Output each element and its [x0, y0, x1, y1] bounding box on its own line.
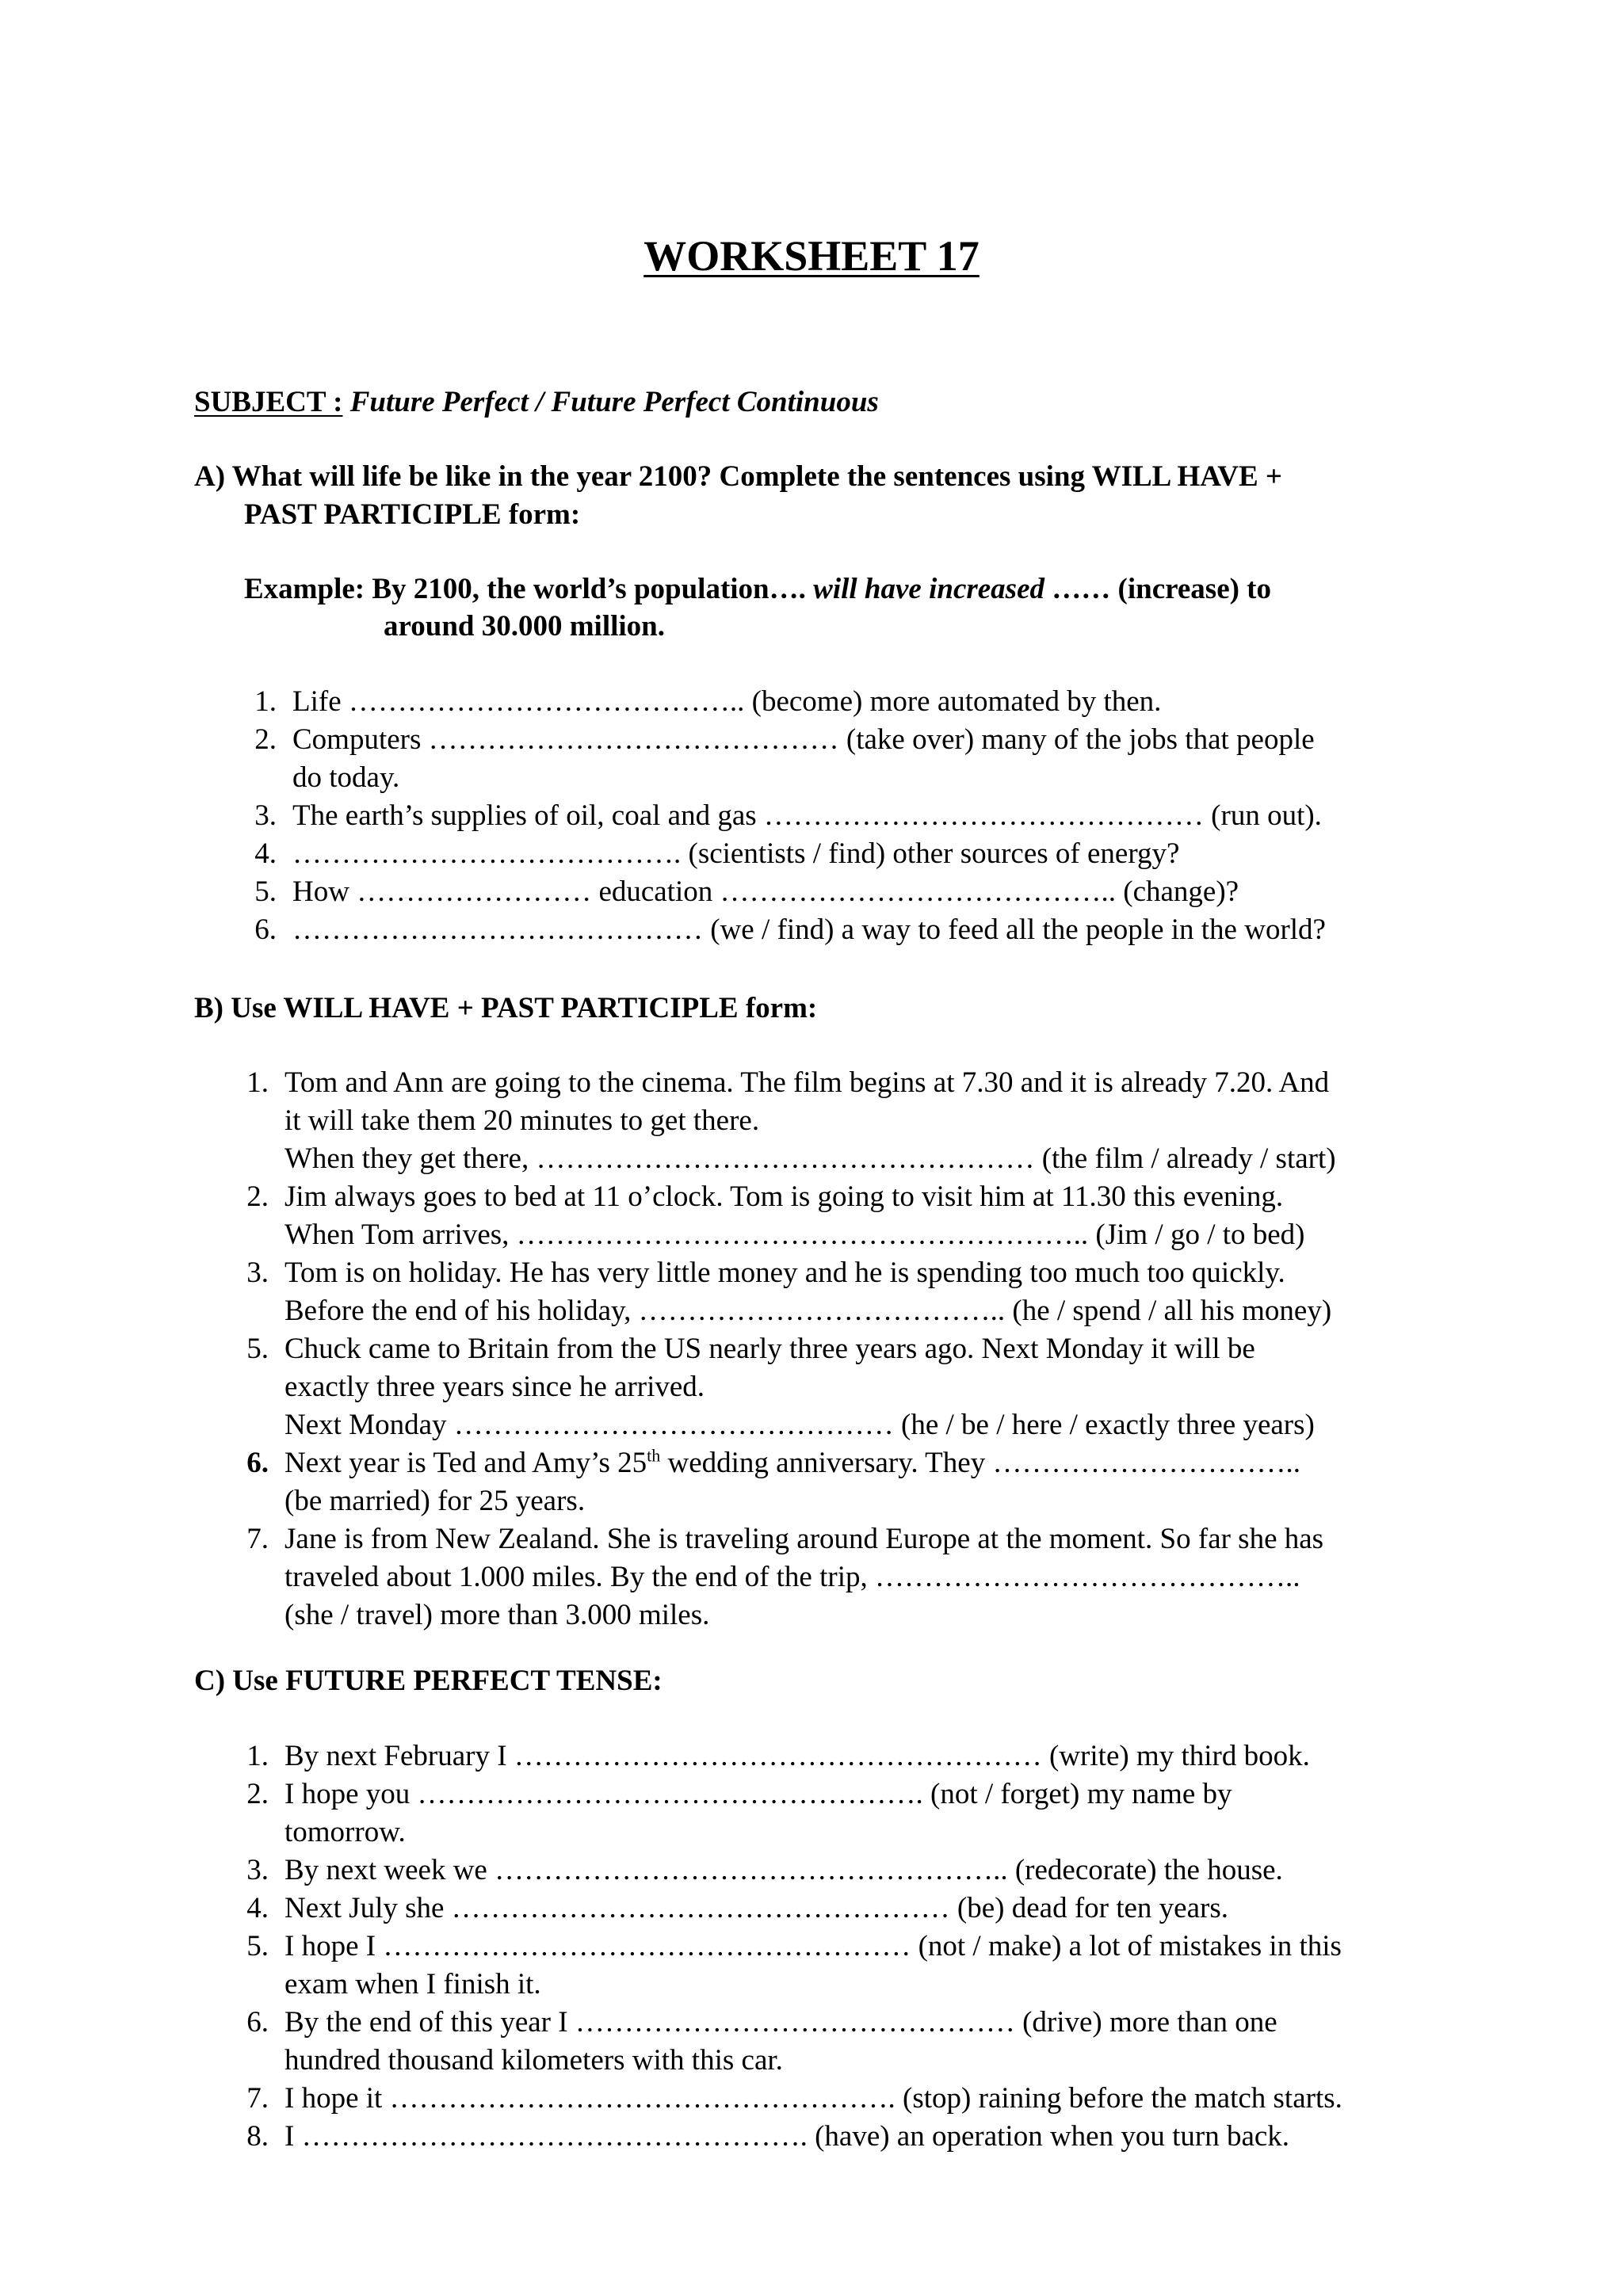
example-line-2: around 30.000 million. [384, 610, 666, 643]
section-c-item-number: 3. [246, 1854, 269, 1886]
section-a-item-line: do today. [292, 761, 400, 794]
section-b-item-line: Tom and Ann are going to the cinema. The film begins at 7.30 and it is already 7.20. And [285, 1066, 1330, 1099]
section-b-heading: B) Use WILL HAVE + PAST PARTICIPLE form: [194, 992, 818, 1024]
section-b-item-line: When Tom arrives, ………………………………………………….. (Jim / go / to bed) [285, 1219, 1305, 1251]
subject-value: Future Perfect / Future Perfect Continuous [349, 386, 879, 418]
section-c-item-number: 1. [246, 1740, 269, 1772]
section-b-item-line: Next Monday ……………………………………… (he / be / here / exactly three years) [285, 1409, 1315, 1441]
section-c-item-number: 2. [246, 1778, 269, 1810]
section-a-item-line: The earth’s supplies of oil, coal and gas ……………………………………… (run out). [292, 799, 1322, 832]
section-b-item-line: traveled about 1.000 miles. By the end of the trip, …………………………………….. [285, 1561, 1300, 1593]
section-c-item-line: tomorrow. [285, 1816, 406, 1848]
section-c-item-number: 4. [246, 1892, 269, 1924]
example-line-1: Example: By 2100, the world’s population…. will have increased …… (increase) to [244, 573, 1272, 605]
section-a-item-number: 4. [254, 837, 277, 870]
subject-line [194, 383, 879, 421]
subject-label: SUBJECT : [194, 386, 343, 418]
section-b-item-number: 1. [246, 1066, 269, 1099]
section-a-item-line: …………………………………. (scientists / find) other sources of energy? [292, 837, 1180, 870]
section-c-item-line: I hope it ……………………………………………. (stop) raining before the match starts. [285, 2082, 1342, 2115]
section-a-item-number: 2. [254, 723, 277, 756]
section-c-item-line: exam when I finish it. [285, 1968, 541, 2000]
ordinal-suffix: th [647, 1445, 661, 1466]
section-b-item-line: When they get there, …………………………………………… (the film / already / start) [285, 1142, 1336, 1175]
section-c-item-line: I ……………………………………………. (have) an operation when you turn back. [285, 2120, 1290, 2153]
section-a-item-line: …………………………………… (we / find) a way to feed all the people in the world? [292, 913, 1326, 946]
section-a-item-number: 5. [254, 875, 277, 908]
section-c-item-line: I hope you ……………………………………………. (not / forget) my name by [285, 1778, 1232, 1810]
section-b-item-line: Jane is from New Zealand. She is traveling around Europe at the moment. So far she has [285, 1523, 1324, 1555]
page-title: WORKSHEET 17 [643, 232, 980, 280]
example-answer: will have increased [813, 573, 1045, 605]
section-b-item-line: Jim always goes to bed at 11 o’clock. Tom is going to visit him at 11.30 this evening. [285, 1180, 1284, 1213]
section-c-item-line: Next July she …………………………………………… (be) dead for ten years. [285, 1892, 1228, 1924]
section-c-item-number: 5. [246, 1930, 269, 1962]
section-a-heading-2: PAST PARTICIPLE form: [244, 498, 581, 531]
section-c-item-line: By the end of this year I ……………………………………… (drive) more than one [285, 2006, 1277, 2039]
section-b-item-line: Chuck came to Britain from the US nearly three years ago. Next Monday it will be [285, 1333, 1255, 1365]
section-a-item-number: 3. [254, 799, 277, 832]
section-b-item-number: 3. [246, 1257, 269, 1289]
section-c-item-line: hundred thousand kilometers with this car. [285, 2044, 783, 2077]
section-b-item-number: 5. [246, 1333, 269, 1365]
section-b-item-line: it will take them 20 minutes to get there. [285, 1104, 760, 1137]
section-c-item-line: I hope I ……………………………………………… (not / make) a lot of mistakes in this [285, 1930, 1342, 1962]
section-c-item-line: By next February I ……………………………………………… (write) my third book. [285, 1740, 1310, 1772]
section-c-heading: C) Use FUTURE PERFECT TENSE: [194, 1665, 663, 1697]
section-b-item-number: 6. [246, 1447, 269, 1479]
section-b-item-line: exactly three years since he arrived. [285, 1371, 705, 1403]
section-c-item-number: 8. [246, 2120, 269, 2153]
section-b-item-line: (she / travel) more than 3.000 miles. [285, 1599, 710, 1631]
item-text: wedding anniversary. They ………………………….. [660, 1447, 1300, 1479]
section-a-item-line: Computers …………………………………… (take over) many of the jobs that people [292, 723, 1315, 756]
section-c-item-line: By next week we …………………………………………….. (redecorate) the house. [285, 1854, 1283, 1886]
section-b-item-number: 2. [246, 1180, 269, 1213]
section-a-item-line: How …………………… education ………………………………….. (change)? [292, 875, 1239, 908]
section-a-item-number: 6. [254, 913, 277, 946]
section-c-item-number: 6. [246, 2006, 269, 2039]
section-b-item-line: (be married) for 25 years. [285, 1485, 586, 1517]
item-text: Next year is Ted and Amy’s 25 [285, 1447, 647, 1479]
section-b-item-line: Tom is on holiday. He has very little money and he is spending too much too quickly. [285, 1257, 1285, 1289]
section-a-item-line: Life ………………………………….. (become) more automated by then. [292, 685, 1162, 718]
section-b-item-line: Before the end of his holiday, ……………………………….. (he / spend / all his money) [285, 1295, 1332, 1327]
section-b-item-line [285, 1444, 1300, 1482]
section-a-item-number: 1. [254, 685, 277, 718]
section-b-item-number: 7. [246, 1523, 269, 1555]
section-a-heading-1: A) What will life be like in the year 2100? Complete the sentences using WILL HAVE + [194, 460, 1282, 493]
section-c-item-number: 7. [246, 2082, 269, 2115]
